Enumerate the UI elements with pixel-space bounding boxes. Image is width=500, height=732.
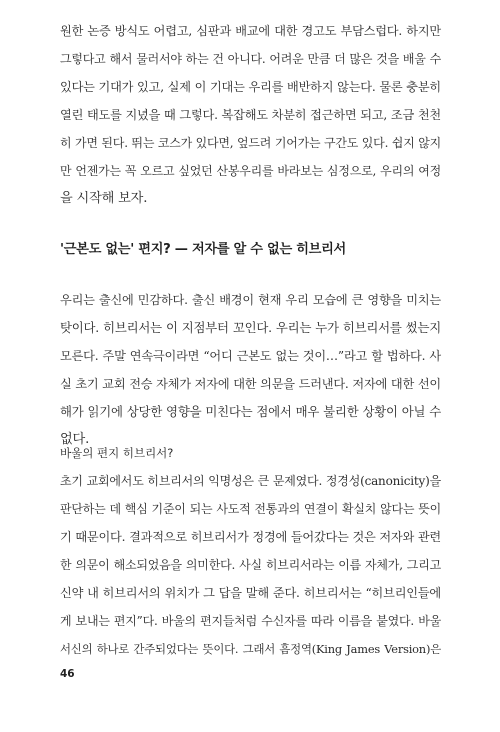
text-line: 그렇다고 해서 물러서야 하는 건 아니다. 어려운 만큼 더 많은 것을 배울 수 <box>60 52 441 66</box>
text-line: 원한 논증 방식도 어렵고, 심판과 배교에 대한 경고도 부담스럽다. 하지만 <box>60 24 441 38</box>
text-line: 해가 읽기에 상당한 영향을 미친다는 점에서 매우 불리한 상황이 아닐 수 <box>60 404 441 419</box>
text-line: 기 때문이다. 결과적으로 히브리서가 정경에 들어갔다는 것은 저자와 관련 <box>60 530 441 544</box>
text-line: 한 의문이 해소되었음을 의미한다. 사실 히브리서라는 이름 자체가, 그리고 <box>60 558 441 572</box>
text-line: 히 가면 된다. 뛰는 코스가 있다면, 엎드려 기어가는 구간도 있다. 쉽지 않지 <box>60 136 441 150</box>
text-line: 을 시작해 보자. <box>60 191 148 206</box>
text-line: 신약 내 히브리서의 위치가 그 답을 말해 준다. 히브리서는 “히브리인들에 <box>60 586 441 600</box>
text-line: 초기 교회에서도 히브리서의 익명성은 큰 문제였다. 정경성(canonicity)을 <box>60 474 441 488</box>
paragraph-2 <box>60 286 441 454</box>
text-line: 모른다. 주말 연속극이라면 “어디 근본도 없는 것이…”라고 할 법하다. 사 <box>60 349 441 363</box>
text-line: 판단하는 데 핵심 기준이 되는 사도적 전통과의 연결이 확실치 않다는 뜻이 <box>60 502 441 516</box>
text-line: 탓이다. 히브리서는 이 지점부터 꼬인다. 우리는 누가 히브리서를 썼는지 <box>60 320 441 335</box>
subsection-heading: 바울의 편지 히브리서? <box>60 446 174 460</box>
text-line: 없다. <box>60 432 90 447</box>
page-number: 46 <box>60 668 75 680</box>
text-line: 만 언젠가는 꼭 오르고 싶었던 산봉우리를 바라보는 심정으로, 우리의 여정 <box>60 164 441 178</box>
text-line: 열린 태도를 지녔을 때 그렇다. 복잡해도 차분히 접근하면 되고, 조금 천천 <box>60 108 441 122</box>
section-heading: '근본도 없는' 편지? — 저자를 알 수 없는 히브리서 <box>60 242 346 257</box>
paragraph-1 <box>60 17 441 213</box>
text-line: 게 보내는 편지”다. 바울의 편지들처럼 수신자를 따라 이름을 붙였다. 바울 <box>60 614 441 628</box>
text-line: 우리는 출신에 민감하다. 출신 배경이 현재 우리 모습에 큰 영향을 미치는 <box>60 293 441 307</box>
paragraph-3 <box>60 467 441 663</box>
text-line: 서신의 하나로 간주되었다는 뜻이다. 그래서 흠정역(King James Version)은 <box>60 642 441 656</box>
text-line: 있다는 기대가 있고, 실제 이 기대는 우리를 배반하지 않는다. 물론 충분히 <box>60 80 441 94</box>
text-line: 실 초기 교회 전승 자체가 저자에 대한 의문을 드러낸다. 저자에 대한 선이 <box>60 377 441 391</box>
